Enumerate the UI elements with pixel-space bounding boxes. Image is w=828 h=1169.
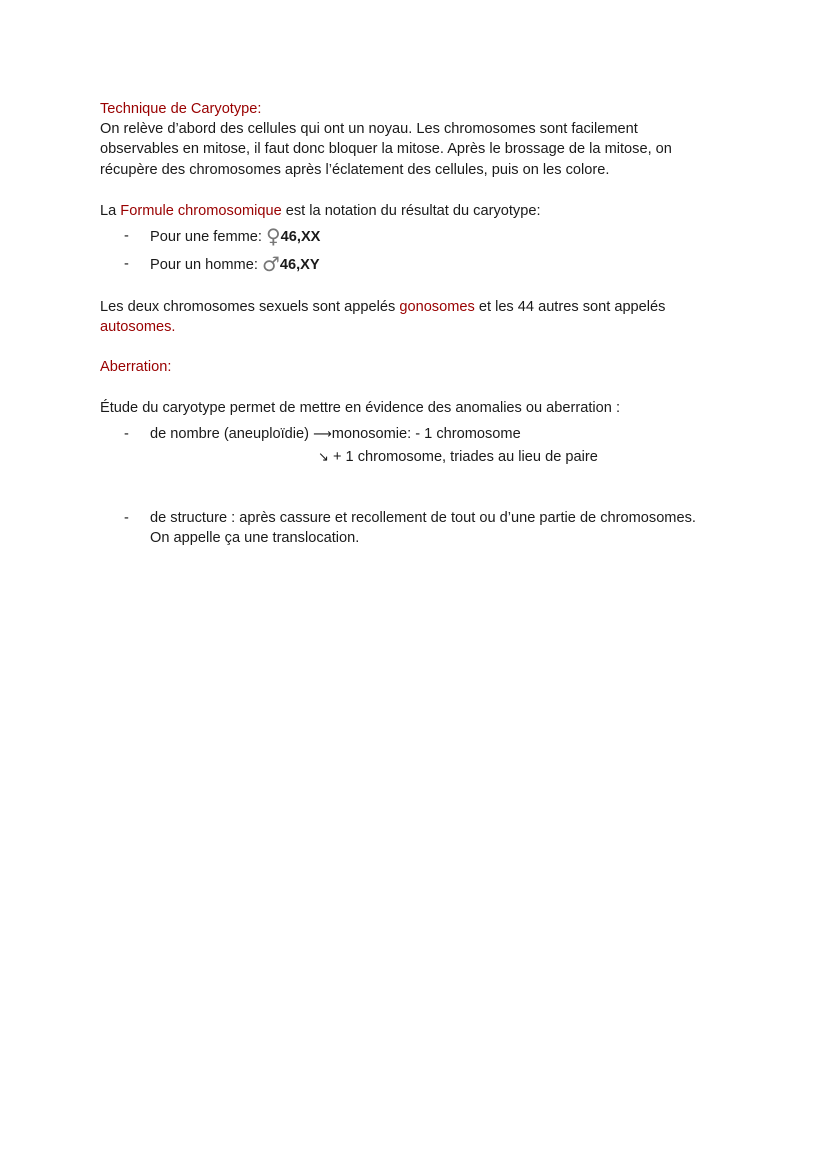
aberration-structure-line-2: On appelle ça une translocation. xyxy=(150,530,360,546)
aberration-number-text: de nombre (aneuploïdie) xyxy=(150,426,314,442)
male-symbol-icon: ♂ xyxy=(261,252,280,276)
gonosomes-term: gonosomes xyxy=(399,299,475,315)
gonosomes-middle: et les 44 autres sont appelés xyxy=(474,299,666,315)
formula-term: Formule chromosomique xyxy=(120,203,282,219)
gonosomes-sentence xyxy=(100,297,665,317)
formula-female-label: Pour une femme: xyxy=(150,229,266,245)
technique-heading: Technique de Caryotype: xyxy=(100,101,262,117)
formula-female-value: 46,XX xyxy=(280,229,321,245)
autosomes-term: autosomes xyxy=(100,319,172,335)
formula-male-value: 46,XY xyxy=(279,257,320,273)
technique-line-3: récupère des chromosomes après l’éclatement des cellules, puis on les colore. xyxy=(100,162,610,178)
bullet-dash: - xyxy=(124,256,129,272)
aberration-number xyxy=(150,424,521,445)
right-arrow-icon: ⟶ xyxy=(313,427,332,442)
aberration-trisomie-text: + 1 chromosome, triades au lieu de paire xyxy=(328,449,598,465)
formula-intro xyxy=(100,201,541,221)
down-right-arrow-icon: ↘ xyxy=(318,450,329,465)
formula-male xyxy=(150,254,320,275)
aberration-monosomie: monosomie: - 1 chromosome xyxy=(331,426,521,442)
aberration-heading: Aberration: xyxy=(100,359,172,375)
female-symbol-icon: ♀ xyxy=(266,224,281,248)
bullet-dash: - xyxy=(124,510,129,526)
aberration-structure-line-1: de structure : après cassure et recollement de tout ou d’une partie de chromosomes. xyxy=(150,510,696,526)
autosomes-line xyxy=(100,317,175,337)
aberration-intro: Étude du caryotype permet de mettre en évidence des anomalies ou aberration : xyxy=(100,400,621,416)
bullet-dash: - xyxy=(124,426,129,442)
formula-intro-suffix: est la notation du résultat du caryotype: xyxy=(281,203,541,219)
bullet-dash: - xyxy=(124,228,129,244)
gonosomes-prefix: Les deux chromosomes sexuels sont appelés xyxy=(100,299,400,315)
formula-female xyxy=(150,226,320,247)
formula-male-label: Pour un homme: xyxy=(150,257,262,273)
autosomes-end: . xyxy=(171,319,176,335)
formula-intro-prefix: La xyxy=(100,203,121,219)
technique-line-2: observables en mitose, il faut donc bloquer la mitose. Après le brossage de la mitose, on xyxy=(100,141,672,157)
aberration-trisomie xyxy=(318,447,598,468)
technique-line-1: On relève d’abord des cellules qui ont un noyau. Les chromosomes sont facilement xyxy=(100,121,638,137)
